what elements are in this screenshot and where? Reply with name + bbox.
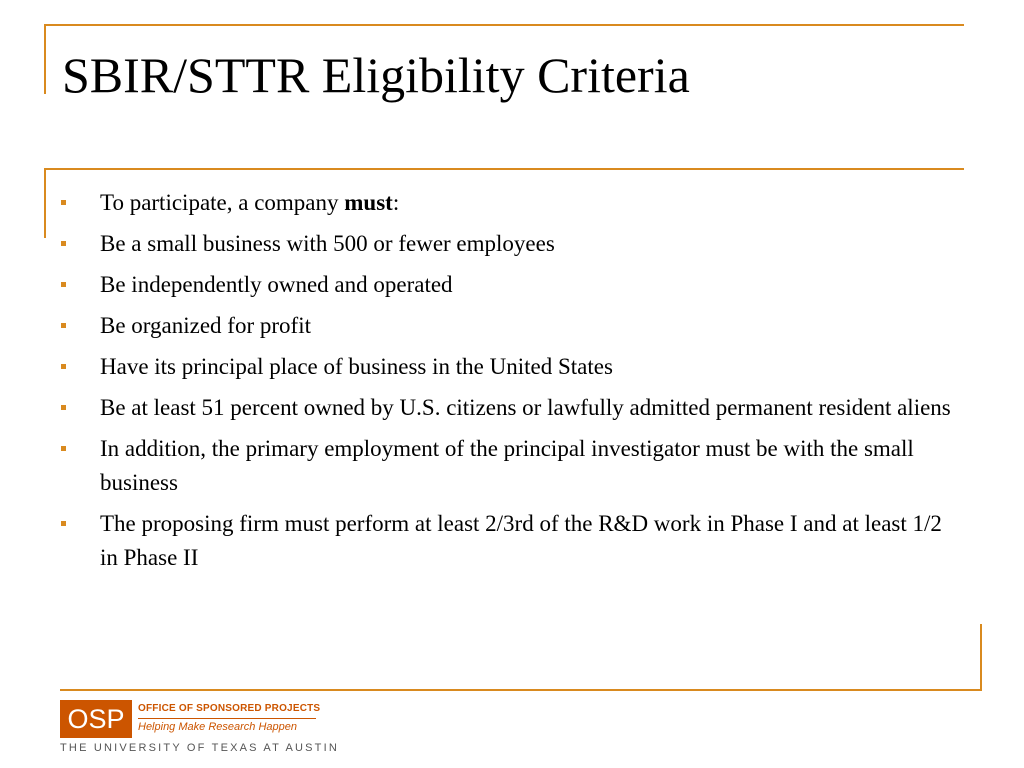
bullet-item: Be independently owned and operated [60,268,960,302]
emphasis-must: must [344,190,393,215]
top-left-rule [44,24,46,94]
org-name: OFFICE OF SPONSORED PROJECTS [138,703,321,714]
mid-left-rule [44,168,46,238]
square-bullet-icon [61,364,66,369]
mid-rule [44,168,964,170]
bottom-rule [60,689,982,691]
square-bullet-icon [61,282,66,287]
bullet-item: Have its principal place of business in the United States [60,350,960,384]
logo-divider [138,718,316,719]
bullet-item: Be at least 51 percent owned by U.S. citizens or lawfully admitted permanent resident aliens [60,391,960,425]
osp-logo-box: OSP [60,700,132,738]
bullet-item: Be a small business with 500 or fewer employees [60,227,960,261]
bullet-item: To participate, a company must: [60,186,960,220]
square-bullet-icon [61,446,66,451]
square-bullet-icon [61,521,66,526]
square-bullet-icon [61,241,66,246]
university-name: THE UNIVERSITY OF TEXAS AT AUSTIN [60,742,340,754]
osp-logo [60,700,340,760]
bullet-item: Be organized for profit [60,309,960,343]
slide-title: SBIR/STTR Eligibility Criteria [62,47,690,103]
bullet-list [60,186,960,582]
square-bullet-icon [61,200,66,205]
bullet-item: In addition, the primary employment of the principal investigator must be with the small business [60,432,960,500]
square-bullet-icon [61,405,66,410]
org-tagline: Helping Make Research Happen [138,721,297,733]
bottom-right-rule [980,624,982,691]
top-rule [44,24,964,26]
bullet-item: The proposing firm must perform at least 2/3rd of the R&D work in Phase I and at least 1/2 in Phase II [60,507,960,575]
square-bullet-icon [61,323,66,328]
